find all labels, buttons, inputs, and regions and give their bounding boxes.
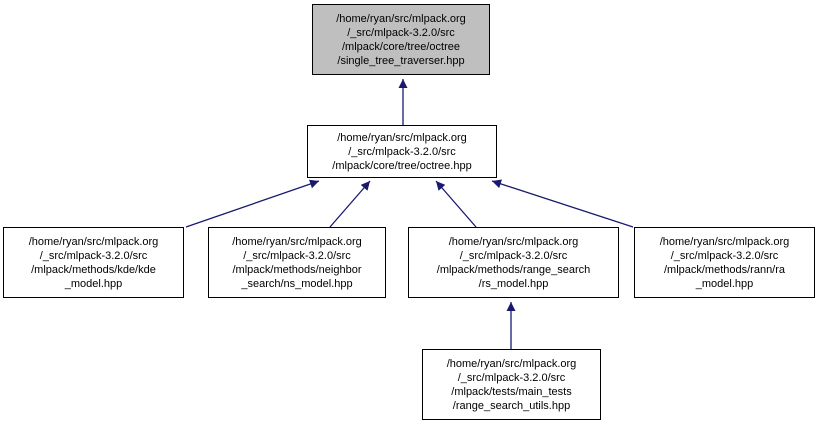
node-label-line: /home/ryan/src/mlpack.org bbox=[448, 235, 579, 248]
node-label-line: /mlpack/tests/main_tests bbox=[451, 385, 572, 398]
node-single-tree-traverser-hpp bbox=[312, 4, 490, 75]
edge-rs-model-to-octree bbox=[436, 181, 476, 227]
node-label-line: /_src/mlpack-3.2.0/src bbox=[459, 249, 568, 262]
edge-kde-model-to-octree bbox=[186, 181, 319, 227]
node-label-line: /home/ryan/src/mlpack.org bbox=[28, 235, 159, 248]
node-rs-model-hpp[interactable] bbox=[408, 227, 619, 298]
node-label-line: /mlpack/core/tree/octree bbox=[342, 40, 460, 53]
edge-ra-model-to-octree bbox=[492, 181, 633, 227]
node-label-line: /_src/mlpack-3.2.0/src bbox=[243, 249, 351, 262]
node-ra-model-hpp[interactable] bbox=[634, 227, 815, 298]
node-label-line: /mlpack/methods/range_search bbox=[436, 263, 591, 276]
node-label-line: /mlpack/methods/kde/kde bbox=[31, 263, 156, 276]
node-label-line: /_src/mlpack-3.2.0/src bbox=[347, 26, 455, 39]
node-label-line: _model.hpp bbox=[695, 277, 754, 290]
node-label-line: _model.hpp bbox=[64, 277, 123, 290]
node-label-line: /range_search_utils.hpp bbox=[452, 399, 571, 412]
node-label-line: /rs_model.hpp bbox=[478, 277, 549, 290]
node-label-line: /_src/mlpack-3.2.0/src bbox=[670, 249, 779, 262]
node-label-line: /home/ryan/src/mlpack.org bbox=[232, 235, 362, 248]
node-label-line: /_src/mlpack-3.2.0/src bbox=[348, 145, 456, 158]
node-label-line: /mlpack/core/tree/octree.hpp bbox=[332, 159, 472, 172]
node-label-line: /home/ryan/src/mlpack.org bbox=[336, 12, 466, 25]
node-kde-model-hpp[interactable] bbox=[3, 227, 184, 298]
node-label-line: _search/ns_model.hpp bbox=[241, 277, 353, 290]
edge-ns-model-to-octree bbox=[330, 181, 370, 227]
node-range-search-utils-hpp[interactable] bbox=[422, 349, 601, 420]
node-label-line: /single_tree_traverser.hpp bbox=[337, 54, 465, 67]
node-label-line: /mlpack/methods/rann/ra bbox=[663, 263, 786, 276]
node-label-line: /_src/mlpack-3.2.0/src bbox=[39, 249, 148, 262]
node-label-line: /home/ryan/src/mlpack.org bbox=[659, 235, 790, 248]
node-label-line: /mlpack/methods/neighbor bbox=[232, 263, 362, 276]
node-octree-hpp[interactable] bbox=[307, 125, 497, 178]
node-label-line: /home/ryan/src/mlpack.org bbox=[446, 357, 577, 370]
node-label-line: /home/ryan/src/mlpack.org bbox=[337, 131, 467, 144]
node-ns-model-hpp[interactable] bbox=[208, 227, 386, 298]
node-label-line: /_src/mlpack-3.2.0/src bbox=[457, 371, 566, 384]
